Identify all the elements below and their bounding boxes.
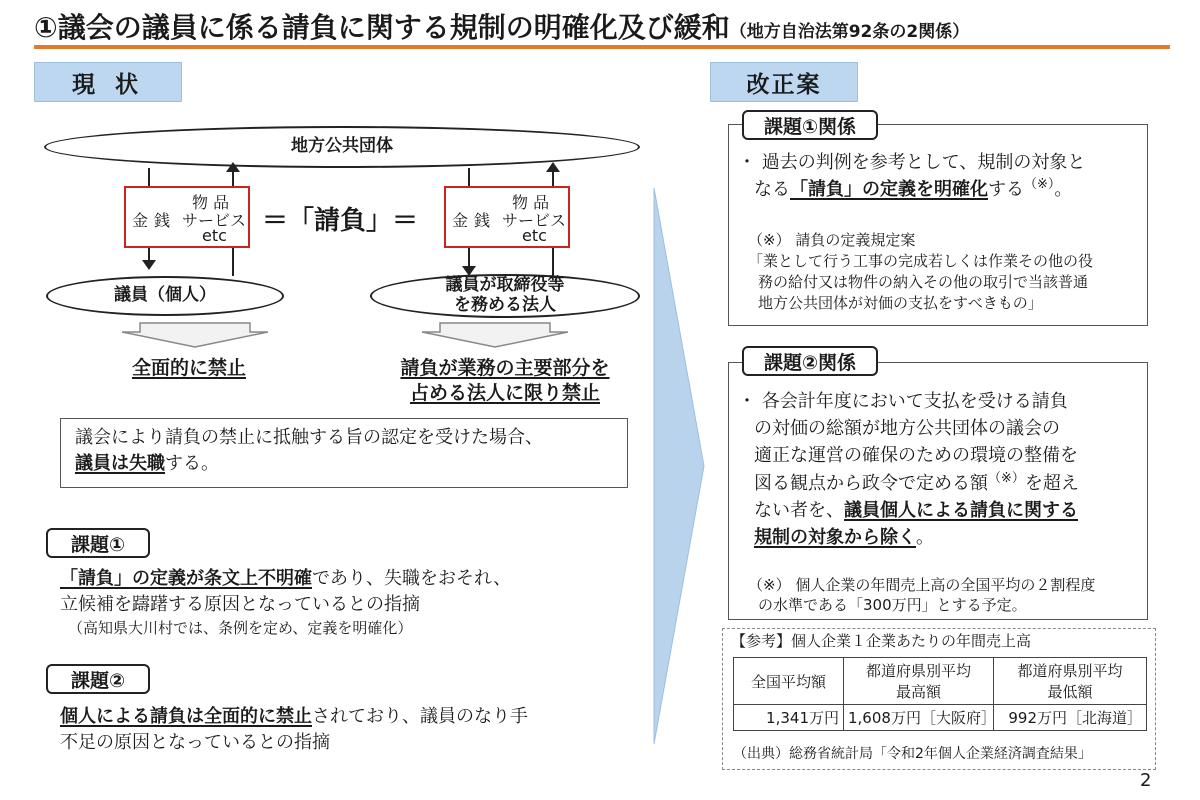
table-row: [734, 705, 1147, 731]
kadai2-line-1: ・ 各会計年度において支払を受ける請負: [738, 391, 1068, 412]
block-arrow-down-icon: [120, 322, 270, 348]
notice-bold: 議員は失職: [75, 453, 165, 475]
etc-text: etc: [202, 226, 227, 245]
arrow-down-icon: [142, 260, 156, 270]
notice-tail: する。: [165, 453, 219, 475]
col-header-national: 全国平均額: [734, 658, 844, 705]
kadai2-text: [738, 388, 1142, 551]
value-max: 1,608万円［大阪府］: [844, 705, 994, 731]
issue2-bold: 個人による請負は全面的に禁止: [60, 706, 312, 727]
table-row: [734, 658, 1147, 705]
value-national: 1,341万円: [734, 705, 844, 731]
kadai1-post: する: [988, 179, 1024, 201]
result-partial-line-2: 占める法人に限り禁止: [409, 381, 600, 404]
kadai1-note-3: 地方公共団体が対価の支払をすべきもの」: [758, 294, 1043, 312]
current-status-label: 現 状: [34, 62, 182, 102]
notice-box: [60, 418, 628, 488]
issue2-line-2: 不足の原因となっているとの指摘: [60, 732, 330, 754]
kadai2-line-3: 適正な運営の確保のための環境の整備を: [754, 445, 1078, 466]
value-min: 992万円［北海道］: [994, 705, 1147, 731]
kadai1-note-1: 「業として行う工事の完成若しくは作業その他の役: [748, 252, 1094, 270]
col-header-max: 都道府県別平均 最高額: [844, 658, 994, 705]
reference-box: [722, 628, 1156, 770]
houjin-line-2: を務める法人: [454, 295, 556, 315]
kadai2-note-2: の水準である「300万円」とする予定。: [758, 595, 1027, 614]
page-title: [34, 6, 969, 46]
result-partial-line-1: 請負が業務の主要部分を: [400, 357, 610, 379]
issue1-tag: 課題①: [46, 528, 150, 558]
reference-table: [733, 657, 1147, 731]
kadai2-line-5-pre: ない者を、: [754, 500, 844, 521]
title-main: ①議会の議員に係る請負に関する規制の明確化及び緩和: [34, 11, 730, 44]
title-sub: （地方自治法第92条の2関係）: [729, 22, 970, 42]
kadai1-pre: なる: [754, 179, 790, 201]
kadai1-note-head: （※） 請負の定義規定案: [748, 231, 916, 249]
kadai1-mark: （※）: [1024, 177, 1055, 193]
kadai2-note: [748, 576, 1144, 615]
kadai1-tag: 課題①関係: [742, 110, 878, 140]
proposal-label: 改正案: [710, 62, 858, 102]
issue2-text: [60, 704, 660, 756]
kadai2-note-1: （※） 個人企業の年間売上高の全国平均の２割程度: [748, 576, 1096, 594]
reference-source: （出典）総務省統計局「令和2年個人企業経済調査結果」: [733, 746, 1092, 762]
big-arrow-right-icon: [652, 186, 706, 746]
kadai2-line-4b: を超え: [1024, 473, 1079, 494]
kadai2-line-4: 図る観点から政令で定める額: [754, 473, 988, 494]
kin-text: 金: [132, 211, 149, 230]
kadai2-end: 。: [916, 527, 934, 548]
col-header-min: 都道府県別平均 最低額: [994, 658, 1147, 705]
issue1-line-2: 立候補を躊躇する原因となっているとの指摘: [60, 594, 420, 616]
reference-heading: 【参考】個人企業１企業あたりの年間売上高: [731, 632, 1032, 650]
sen-text: 銭: [154, 211, 171, 230]
transaction-box-left: [124, 186, 250, 248]
etc-text: etc: [522, 226, 547, 245]
block-arrow-down-icon: [420, 322, 570, 348]
issue1-bold: 「請負」の定義が条文上不明確: [60, 568, 312, 589]
kadai1-note-2: 務の給付又は物件の納入その他の取引で当該普通: [758, 273, 1089, 291]
title-rule: [34, 45, 1170, 49]
kadai1-end: 。: [1054, 179, 1073, 201]
arrow-up-icon: [546, 162, 560, 172]
service-text: サービス: [182, 211, 247, 230]
issue1-text: [60, 566, 660, 639]
kadai1-text: [738, 150, 1142, 203]
arrow-up-icon: [226, 162, 240, 172]
kadai2-bold-1: 議員個人による請負に関する: [844, 500, 1078, 521]
kadai1-line-1: ・ 過去の判例を参考として、規制の対象と: [738, 152, 1086, 173]
buppin-text: 物 品: [192, 193, 230, 212]
equation-ukeoi: ＝「請負」＝: [262, 206, 419, 236]
issue2-tag: 課題②: [46, 664, 150, 694]
kin-text: 金: [452, 211, 469, 230]
kadai2-mark: （※）: [988, 471, 1025, 486]
giin-label: 議員（個人）: [114, 285, 216, 306]
buppin-text: 物 品: [512, 193, 550, 212]
issue2-rest: されており、議員のなり手: [312, 706, 528, 727]
notice-line-1: 議会により請負の禁止に抵触する旨の認定を受けた場合、: [75, 427, 543, 448]
kadai2-line-2: の対価の総額が地方公共団体の議会の: [754, 418, 1060, 439]
houjin-ellipse: [370, 274, 640, 318]
result-partial-ban: [360, 356, 650, 405]
giin-ellipse: [46, 276, 284, 316]
kadai2-tag: 課題②関係: [742, 346, 878, 376]
gov-label: 地方公共団体: [291, 136, 393, 157]
sen-text: 銭: [474, 211, 491, 230]
service-text: サービス: [502, 211, 567, 230]
kadai1-note: [748, 230, 1144, 314]
page-number: 2: [1140, 770, 1152, 791]
issue1-note: （高知県大川村では、条例を定め、定義を明確化）: [68, 619, 413, 638]
houjin-line-1: 議員が取締役等: [445, 275, 565, 296]
result-full-ban: 全面的に禁止: [131, 357, 246, 379]
transaction-box-right: [444, 186, 570, 248]
kadai2-bold-2: 規制の対象から除く: [754, 527, 916, 548]
kadai1-bold: 「請負」の定義を明確化: [790, 179, 988, 201]
issue1-rest: であり、失職をおそれ、: [312, 568, 512, 589]
